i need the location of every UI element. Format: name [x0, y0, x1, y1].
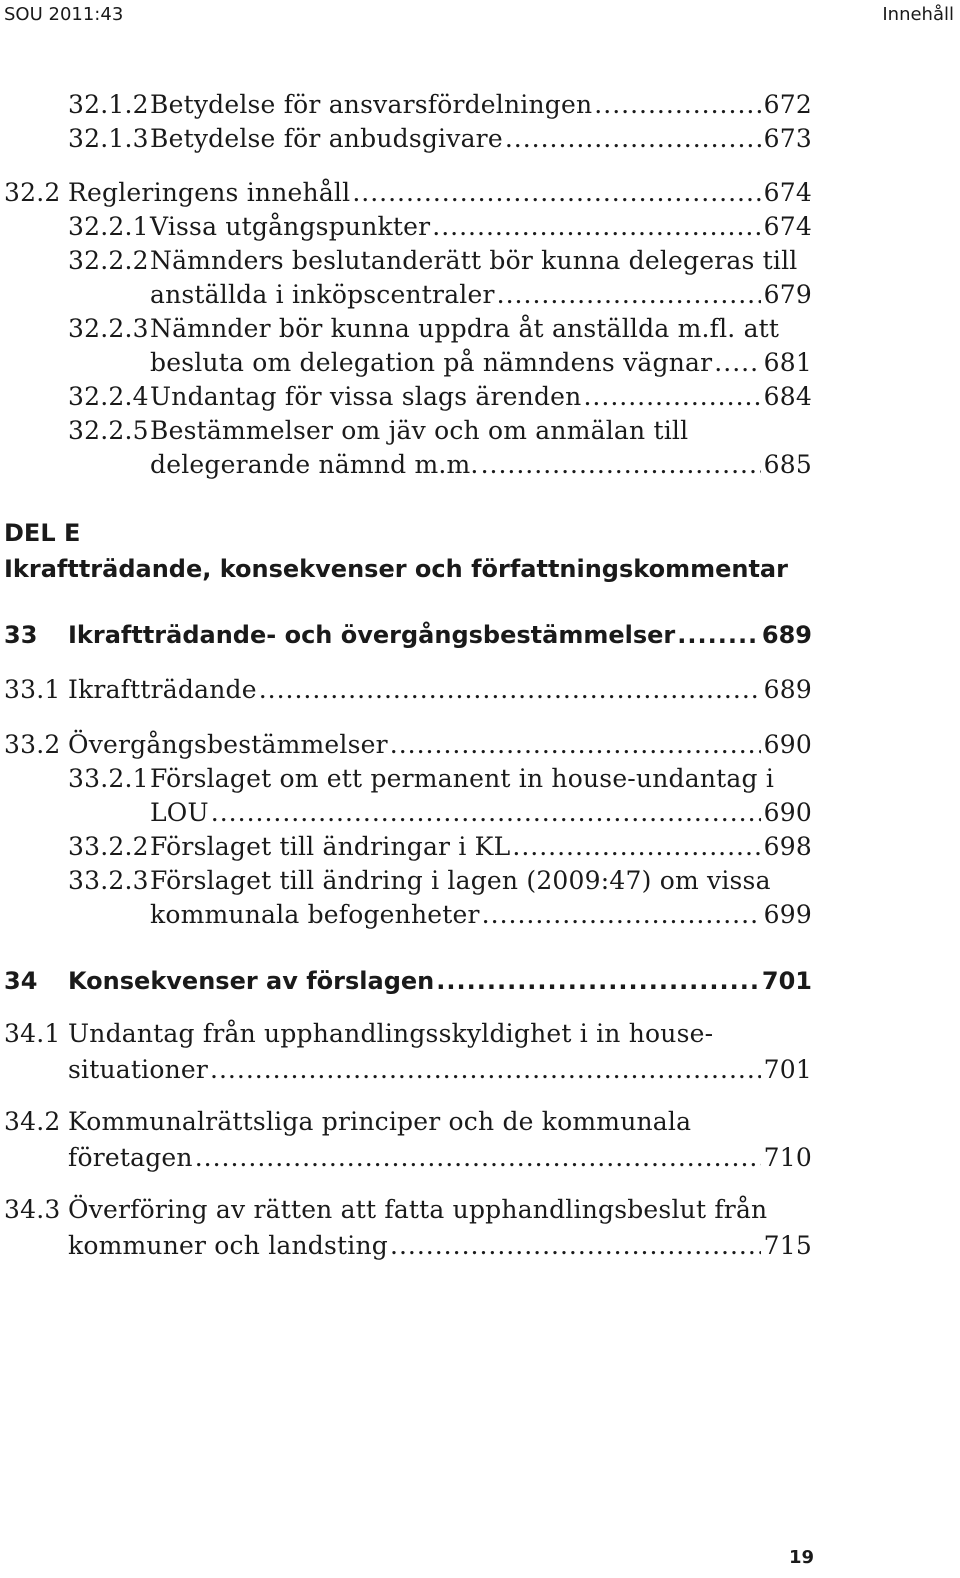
- dot-leader: [259, 675, 761, 704]
- toc-entry-continuation[interactable]: [68, 1055, 812, 1084]
- dot-leader: [482, 900, 761, 929]
- toc-label-continuation: delegerande nämnd m.m.: [150, 450, 479, 479]
- toc-label: Betydelse för anbudsgivare: [150, 124, 503, 153]
- toc-label-continuation: situationer: [68, 1055, 209, 1084]
- toc-entry-continuation[interactable]: [150, 798, 812, 827]
- toc-label-continuation: besluta om delegation på nämndens vägnar: [150, 348, 713, 377]
- toc-number: 32.2: [4, 178, 61, 207]
- toc-label: Övergångsbestämmelser: [68, 730, 388, 759]
- dot-leader: [512, 832, 760, 861]
- toc-entry[interactable]: [68, 314, 812, 343]
- toc-page: 689: [761, 621, 812, 649]
- dot-leader: [497, 280, 761, 309]
- toc-entry[interactable]: [4, 1195, 812, 1224]
- toc-entry[interactable]: [4, 1019, 812, 1048]
- toc-page: 674: [763, 212, 812, 241]
- part-label: DEL E: [4, 519, 81, 547]
- toc-number: 32.2.3: [68, 314, 149, 343]
- toc-number: 32.2.2: [68, 246, 149, 275]
- toc-page: 698: [763, 832, 812, 861]
- toc-entry[interactable]: [68, 382, 812, 411]
- dot-leader: [677, 621, 759, 649]
- dot-leader: [432, 212, 760, 241]
- dot-leader: [390, 730, 761, 759]
- toc-label-continuation: kommunala befogenheter: [150, 900, 480, 929]
- toc-entry[interactable]: [4, 178, 812, 207]
- toc-entry[interactable]: [68, 764, 812, 793]
- toc-label: Undantag från upphandlingsskyldighet i in house-: [68, 1019, 714, 1048]
- toc-page: 685: [763, 450, 812, 479]
- toc-entry[interactable]: [68, 212, 812, 241]
- dot-leader: [714, 348, 760, 377]
- toc-label: Kommunalrättsliga principer och de kommunala: [68, 1107, 692, 1136]
- toc-page: 701: [761, 967, 812, 995]
- toc-label: Bestämmelser om jäv och om anmälan till: [150, 416, 689, 445]
- dot-leader: [390, 1231, 761, 1260]
- dot-leader: [352, 178, 760, 207]
- toc-label: Ikraftträdande- och övergångsbestämmelser: [68, 621, 676, 649]
- toc-page: 684: [763, 382, 812, 411]
- toc-number: 33.2: [4, 730, 61, 759]
- toc-label: Undantag för vissa slags ärenden: [150, 382, 582, 411]
- toc-label: Regleringens innehåll: [68, 178, 351, 207]
- toc-number: 34.2: [4, 1107, 61, 1136]
- toc-label-continuation: LOU: [150, 798, 209, 827]
- toc-page: 701: [763, 1055, 812, 1084]
- toc-page: 673: [763, 124, 812, 153]
- toc-label: Konsekvenser av förslagen: [68, 967, 435, 995]
- page-number: 19: [788, 1547, 814, 1568]
- toc-number: 32.2.4: [68, 382, 149, 411]
- toc-number: 32.2.5: [68, 416, 149, 445]
- toc-entry[interactable]: [68, 866, 812, 895]
- toc-entry[interactable]: [4, 730, 812, 759]
- toc-label: Överföring av rätten att fatta upphandlingsbeslut från: [68, 1195, 768, 1224]
- toc-label: Betydelse för ansvarsfördelningen: [150, 90, 593, 119]
- toc-label: Vissa utgångspunkter: [150, 212, 431, 241]
- toc-number: 34: [4, 967, 38, 995]
- toc-label: Nämnders beslutanderätt bör kunna delegeras till: [150, 246, 798, 275]
- toc-label: Nämnder bör kunna uppdra åt anställda m.fl. att: [150, 314, 780, 343]
- dot-leader: [195, 1143, 761, 1172]
- dot-leader: [436, 967, 759, 995]
- dot-leader: [481, 450, 761, 479]
- toc-entry[interactable]: [4, 675, 812, 704]
- dot-leader: [505, 124, 761, 153]
- toc-entry[interactable]: [68, 832, 812, 861]
- toc-label: Förslaget till ändring i lagen (2009:47) om vissa: [150, 866, 771, 895]
- toc-entry[interactable]: [68, 416, 812, 445]
- toc-number: 32.1.2: [68, 90, 149, 119]
- running-header-left: SOU 2011:43: [4, 4, 124, 25]
- toc-number: 33.1: [4, 675, 61, 704]
- toc-entry[interactable]: [4, 1107, 812, 1136]
- toc-page: 672: [763, 90, 812, 119]
- running-header-right: Innehåll: [882, 4, 954, 25]
- dot-leader: [594, 90, 760, 119]
- toc-entry-continuation[interactable]: [150, 280, 812, 309]
- toc-number: 34.1: [4, 1019, 61, 1048]
- toc-page: 674: [763, 178, 812, 207]
- toc-entry-continuation[interactable]: [68, 1231, 812, 1260]
- toc-entry-continuation[interactable]: [150, 348, 812, 377]
- toc-number: 33.2.1: [68, 764, 149, 793]
- toc-page: 715: [763, 1231, 812, 1260]
- toc-label: Ikraftträdande: [68, 675, 257, 704]
- toc-label-continuation: företagen: [68, 1143, 193, 1172]
- toc-label: Förslaget om ett permanent in house-undantag i: [150, 764, 775, 793]
- toc-page: 690: [763, 730, 812, 759]
- toc-page: 699: [763, 900, 812, 929]
- toc-entry-continuation[interactable]: [150, 900, 812, 929]
- toc-label-continuation: anställda i inköpscentraler: [150, 280, 495, 309]
- part-title: Ikraftträdande, konsekvenser och författningskommentar: [4, 555, 788, 583]
- toc-number: 32.2.1: [68, 212, 149, 241]
- toc-entry[interactable]: [68, 124, 812, 153]
- toc-chapter-entry[interactable]: [4, 967, 812, 995]
- toc-page: 681: [763, 348, 812, 377]
- toc-number: 34.3: [4, 1195, 61, 1224]
- toc-page: 710: [763, 1143, 812, 1172]
- toc-entry-continuation[interactable]: [68, 1143, 812, 1172]
- toc-label-continuation: kommuner och landsting: [68, 1231, 388, 1260]
- toc-entry[interactable]: [68, 90, 812, 119]
- toc-entry-continuation[interactable]: [150, 450, 812, 479]
- toc-page: 689: [763, 675, 812, 704]
- toc-number: 33: [4, 621, 38, 649]
- dot-leader: [583, 382, 760, 411]
- toc-number: 33.2.3: [68, 866, 149, 895]
- toc-page: 679: [763, 280, 812, 309]
- toc-number: 33.2.2: [68, 832, 149, 861]
- toc-label: Förslaget till ändringar i KL: [150, 832, 511, 861]
- dot-leader: [210, 1055, 761, 1084]
- toc-page: 690: [763, 798, 812, 827]
- toc-number: 32.1.3: [68, 124, 149, 153]
- dot-leader: [211, 798, 761, 827]
- toc-entry[interactable]: [68, 246, 812, 275]
- toc-chapter-entry[interactable]: [4, 621, 812, 649]
